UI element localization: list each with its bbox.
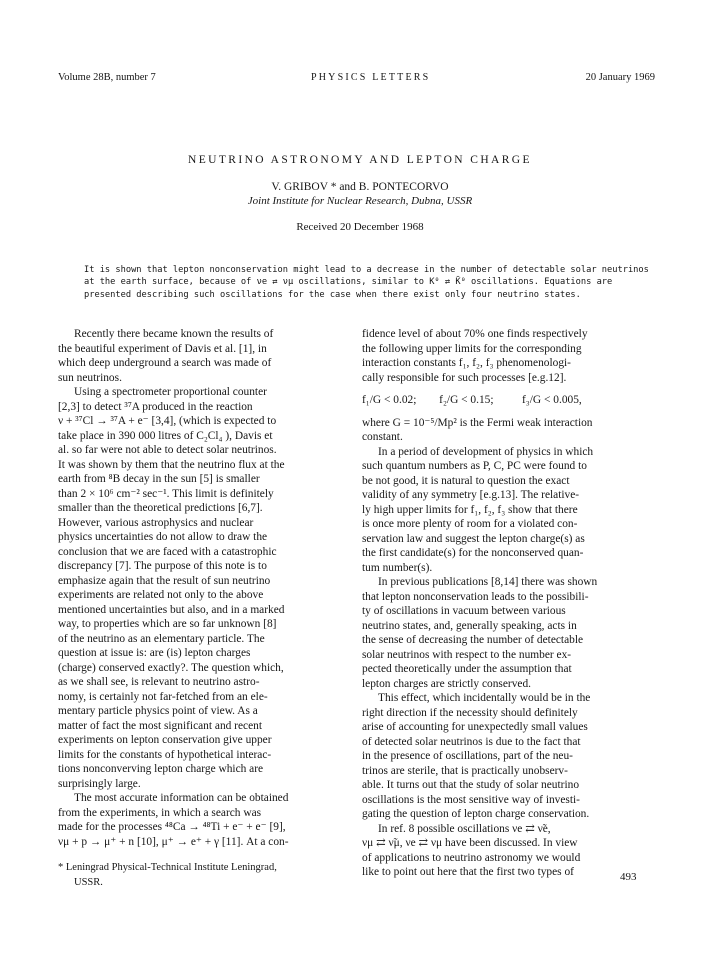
text-line: mentary particle physics point of view. As a (58, 705, 258, 717)
abstract-line: presented describing such oscillations for the case when there exist only four neutrino states. (84, 289, 581, 300)
abstract (84, 264, 649, 301)
text-line: experiments on lepton conservation give upper (58, 734, 272, 746)
text-line: gating the question of lepton charge conservation. (362, 808, 590, 820)
authors: V. GRIBOV * and B. PONTECORVO (271, 181, 449, 193)
text-line: nomy, is certainly not far-fetched from an ele- (58, 690, 268, 703)
text-line: In a period of development of physics in which (378, 445, 594, 458)
text-line: Using a spectrometer proportional counter (74, 386, 267, 398)
text-line: earth from ⁸B decay in the sun [5] is smaller (58, 473, 260, 485)
text-line: fidence level of about 70% one finds respectively (362, 328, 588, 340)
text-line: lepton charges are strictly conserved. (362, 677, 532, 690)
page-number: 493 (620, 871, 637, 883)
issue-date: 20 January 1969 (585, 72, 655, 83)
text-line: such quantum numbers as P, C, PC were found to (362, 460, 587, 472)
text-line: constant. (362, 431, 403, 443)
text-line: than 2 × 10⁶ cm⁻² sec⁻¹. This limit is definitely (58, 487, 274, 500)
text-line: as we shall see, is relevant to neutrino astro- (58, 676, 260, 688)
text-line: ty of oscillations in vacuum between various (362, 605, 566, 617)
text-line: νμ + p → μ⁺ + n [10], μ⁺ → e⁺ + γ [11]. At a con- (58, 835, 289, 848)
text-line: able. It turns out that the study of solar neutrino (362, 779, 580, 791)
text-line: discrepancy [7]. The purpose of this note is to (58, 560, 267, 572)
text-line: ly high upper limits for f₁, f₂, f₃ show that there (362, 503, 578, 516)
received-date: Received 20 December 1968 (296, 221, 424, 233)
text-line: the first candidate(s) for the nonconserved quan- (362, 547, 584, 559)
text-line: interaction constants f₁, f₂, f₃ phenomenologi- (362, 357, 571, 369)
text-line: from the experiments, in which a search was (58, 806, 262, 819)
text-line: made for the processes ⁴⁸Ca → ⁴⁸Ti + e⁻ + e⁻ [9], (58, 821, 286, 833)
text-line: The most accurate information can be obtained (74, 792, 289, 804)
footnote-line: USSR. (74, 876, 103, 888)
journal-name: PHYSICS LETTERS (311, 72, 431, 83)
text-line: matter of fact the most significant and recent (58, 719, 263, 732)
text-line: tions nonconverving lepton charge which are (58, 763, 264, 775)
text-line: servation law and suggest the lepton charge(s) as (362, 532, 585, 545)
text-line: trinos are sterile, that is practically unobserv- (362, 764, 568, 777)
text-line: oscillations is the most sensitive way of investi- (362, 793, 580, 806)
text-line: mentioned uncertainties but also, and in a marked (58, 603, 285, 616)
text-line: This effect, which incidentally would be in the (378, 692, 591, 704)
text-line: In ref. 8 possible oscillations νe ⇄ ν̃e, (378, 822, 551, 835)
text-line: the sense of decreasing the number of detectable (362, 634, 584, 646)
volume-label: Volume 28B, number 7 (58, 72, 156, 83)
text-line: the beautiful experiment of Davis et al. [1], in (58, 342, 267, 355)
text-line: that lepton nonconservation leads to the possibili- (362, 590, 589, 603)
text-line: physics uncertainties do not allow to draw the (58, 531, 268, 543)
text-line: It was shown by them that the neutrino flux at the (58, 458, 285, 471)
text-line: in the presence of oscillations, part of the neu- (362, 750, 573, 762)
text-line: cally responsible for such processes [e.g.12]. (362, 371, 567, 384)
text-line: tum number(s). (362, 561, 433, 574)
text-line: validity of any symmetry [e.g.13]. The relative- (362, 489, 580, 501)
left-column (58, 327, 354, 890)
spacer (58, 849, 354, 861)
text-line: νμ ⇄ ν̃μ, νe ⇄ νμ have been discussed. In view (362, 837, 578, 849)
text-line: smaller than the theoretical predictions [6,7]. (58, 502, 263, 514)
text-line: However, various astrophysics and nuclear (58, 516, 254, 529)
text-line: which deep underground a search was made of (58, 357, 272, 369)
text-line: [2,3] to detect ³⁷A produced in the reaction (58, 400, 253, 413)
text-line: emphasize again that the result of sun neutrino (58, 574, 271, 587)
abstract-line: at the earth surface, because of νe ⇄ νμ oscillations, similar to K⁰ ⇄ K̄⁰ oscillations. Equations are (84, 277, 613, 288)
text-line: experiments are related not only to the above (58, 589, 264, 601)
article-title: NEUTRINO ASTRONOMY AND LEPTON CHARGE (188, 154, 532, 166)
equation-line: f₁/G < 0.02; f₂/G < 0.15; f₃/G < 0.005, (362, 394, 582, 406)
text-line: of detected solar neutrinos is due to the fact that (362, 735, 581, 748)
text-line: take place in 390 000 litres of C₂Cl₄ ), Davis et (58, 429, 273, 442)
text-line: way, to properties which are so far unknown [8] (58, 618, 277, 630)
text-line: be not good, it is natural to question the exact (362, 474, 570, 487)
text-line: question at issue is: are (is) lepton charges (58, 647, 251, 659)
text-line: solar neutrinos with respect to the number ex- (362, 648, 572, 661)
text-line: ν + ³⁷Cl → ³⁷A + e⁻ [3,4], (which is expected to (58, 415, 277, 427)
text-line: In previous publications [8,14] there was shown (378, 576, 598, 588)
abstract-line: It is shown that lepton nonconservation might lead to a decrease in the number of detectable solar neutrinos (84, 265, 649, 275)
text-line: arise of accounting for unexpectedly small values (362, 721, 588, 733)
text-line: (charge) conserved exactly?. The question which, (58, 661, 284, 674)
affiliation: Joint Institute for Nuclear Research, Dubna, USSR (247, 195, 473, 207)
running-header (58, 72, 655, 83)
text-line: al. so far were not able to detect solar neutrinos. (58, 444, 277, 456)
text-line: of the neutrino as an elementary particle. The (58, 632, 265, 645)
text-line: conclusion that we are faced with a catastrophic (58, 545, 277, 558)
text-line: Recently there became known the results of (74, 328, 274, 340)
text-line: of applications to neutrino astronomy we would (362, 851, 581, 864)
text-line: neutrino states, and, generally speaking, acts in (362, 619, 577, 632)
text-line: where G = 10⁻⁵/Mp² is the Fermi weak interaction (362, 416, 593, 429)
text-line: right direction if the necessity should definitely (362, 706, 578, 719)
text-line: the following upper limits for the corresponding (362, 342, 582, 355)
footnote-line: * Leningrad Physical-Technical Institute Leningrad, (58, 862, 277, 873)
text-line: pected theoretically under the assumption that (362, 663, 572, 675)
text-line: surprisingly large. (58, 777, 141, 790)
text-line: sun neutrinos. (58, 371, 122, 384)
text-line: like to point out here that the first two types of (362, 866, 574, 878)
right-column (362, 327, 658, 880)
text-line: is once more plenty of room for a violated con- (362, 518, 578, 530)
text-line: limits for the constants of hypothetical interac- (58, 748, 272, 761)
